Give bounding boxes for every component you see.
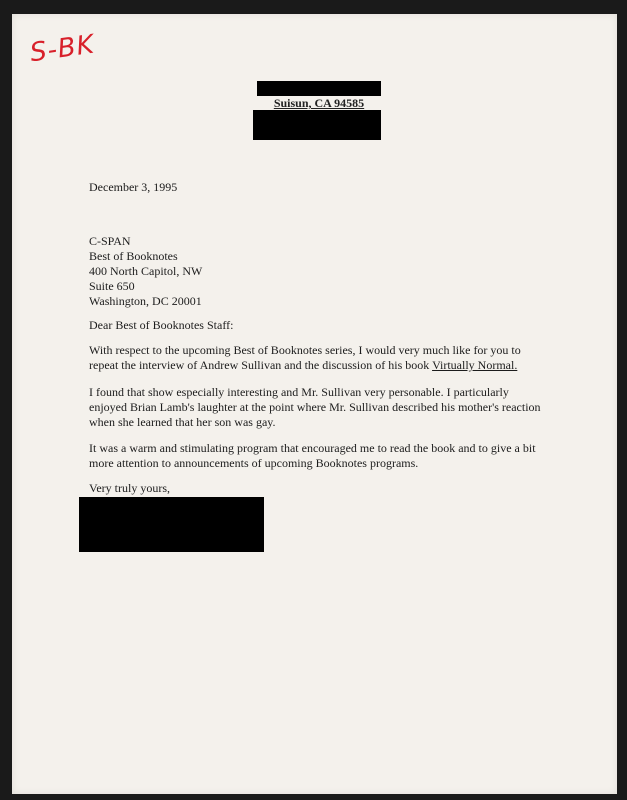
paragraph-3: It was a warm and stimulating program that encouraged me to read the book and to give a bit more attention to announcements of upcoming Booknotes programs. [89, 441, 536, 470]
handwritten-annotation: S-BK [28, 29, 97, 69]
redacted-name [257, 81, 381, 96]
letter-date: December 3, 1995 [89, 180, 178, 194]
redacted-signature [79, 497, 264, 552]
recipient-line-4: Suite 650 [89, 279, 135, 293]
paragraph-1-text: With respect to the upcoming Best of Booknotes series, I would very much like for you to repeat the interview of Andrew Sullivan and the discussion of his book [89, 343, 521, 372]
book-title: Virtually Normal. [432, 358, 518, 372]
recipient-line-5: Washington, DC 20001 [89, 294, 202, 308]
recipient-line-1: C-SPAN [89, 234, 131, 248]
redacted-address [253, 110, 381, 140]
paragraph-1 [89, 343, 549, 373]
paragraph-2: I found that show especially interesting and Mr. Sullivan very personable. I particularly enjoyed Brian Lamb's laughter at the point where Mr. Sullivan described his mother's reaction when she learned that her son was gay. [89, 385, 541, 429]
salutation: Dear Best of Booknotes Staff: [89, 318, 234, 332]
recipient-address [89, 234, 549, 309]
closing: Very truly yours, [89, 481, 170, 495]
recipient-line-2: Best of Booknotes [89, 249, 178, 263]
recipient-line-3: 400 North Capitol, NW [89, 264, 203, 278]
sender-city-line: Suisun, CA 94585 [273, 96, 365, 110]
